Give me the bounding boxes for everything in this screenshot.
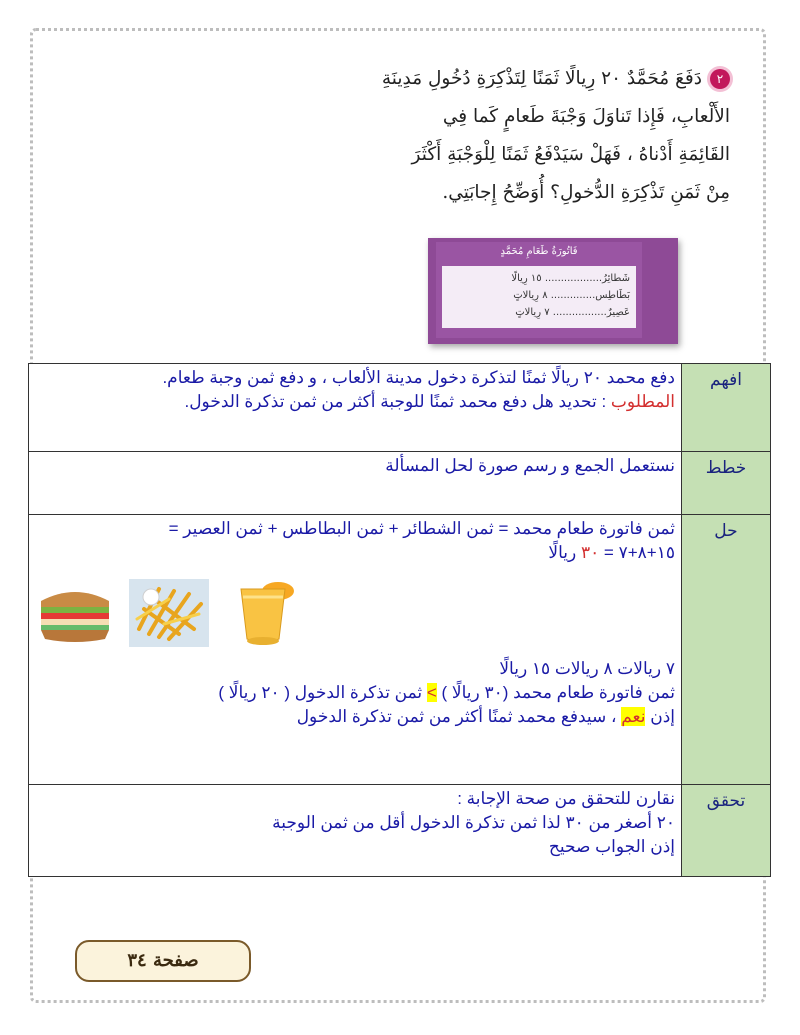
receipt-paper (436, 242, 642, 338)
label-check: تحقق (682, 785, 771, 877)
fries-image (129, 579, 209, 647)
check-line: ٢٠ أصغر من ٣٠ لذا ثمن تذكرة الدخول أقل من ثمن الوجبة (272, 813, 675, 832)
solve-equation-result: ١٥+٨+٧ = ٣٠ ريالًا (548, 543, 675, 562)
check-line: نقارن للتحقق من صحة الإجابة : (457, 789, 675, 808)
row-understand (29, 364, 771, 452)
solve-comparison: ثمن فاتورة طعام محمد (٣٠ ريالًا ) > ثمن تذكرة الدخول ( ٢٠ ريالًا ) (218, 683, 675, 702)
row-check (29, 785, 771, 877)
receipt-item: بَطَاطِس.............. ٨ رِيالاتٍ (513, 290, 630, 301)
juice-image (223, 579, 303, 647)
content-check (29, 785, 682, 877)
food-images (35, 579, 675, 647)
problem-statement (110, 60, 730, 212)
label-solve: حل (682, 515, 771, 785)
solution-table (28, 363, 771, 877)
sandwich-image (35, 579, 115, 647)
check-line: إذن الجواب صحيح (548, 837, 675, 856)
problem-line: القَائِمَةِ أَدْناهُ ، فَهَلْ سَيَدْفَعُ ثَمَنًا لِلْوَجْبَةِ أَكْثَرَ (411, 144, 730, 165)
solve-conclusion: إذن نعم ، سيدفع محمد ثمنًا أكثر من ثمن تذكرة الدخول (296, 707, 675, 726)
problem-number: ٢ (710, 69, 730, 89)
problem-line: الأَلْعابِ، فَإِذا تَناوَلَ وَجْبَةَ طَعامٍ كَما فِي (442, 106, 730, 127)
content-solve (29, 515, 682, 785)
receipt-title: فَاتُورَةُ طَعَامِ مُحَمَّدٍ (500, 246, 578, 257)
problem-line: ٢دَفَعَ مُحَمَّدٌ ٢٠ رِيالًا ثَمَنًا لِتَذْكِرَةِ دُخُولِ مَدِينَةِ (110, 60, 730, 98)
understand-required: المطلوب : تحديد هل دفع محمد ثمنًا للوجبة أكثر من ثمن تذكرة الدخول. (184, 392, 675, 411)
receipt-items (442, 266, 636, 328)
answer-yes: نعم (621, 707, 646, 726)
understand-given: دفع محمد ٢٠ ريالًا ثمنًا لتذكرة دخول مدينة الألعاب ، و دفع ثمن وجبة طعام. (162, 368, 675, 387)
page-number-tag: صفحة ٣٤ (75, 940, 251, 982)
problem-line: مِنْ ثَمَنِ تَذْكِرَةِ الدُّخولِ؟ أُوَضِّحُ إِجابَتِي. (442, 182, 730, 203)
content-plan: نستعمل الجمع و رسم صورة لحل المسألة (29, 452, 682, 515)
row-solve (29, 515, 771, 785)
content-understand (29, 364, 682, 452)
label-understand: افهم (682, 364, 771, 452)
solve-prices: ٧ ريالات ٨ ريالات ١٥ ريالًا (499, 659, 675, 678)
food-receipt (428, 238, 678, 344)
receipt-item: عَصِيرٌ................. ٧ رِيالاتٍ (515, 307, 630, 318)
solve-equation: ثمن فاتورة طعام محمد = ثمن الشطائر + ثمن البطاطس + ثمن العصير = (168, 519, 675, 538)
required-label: المطلوب (610, 392, 675, 411)
receipt-item: شَطائِرُ.................. ١٥ رِيالًا (511, 273, 630, 284)
label-plan: خطط (682, 452, 771, 515)
greater-than-sign: > (426, 683, 437, 702)
row-plan (29, 452, 771, 515)
